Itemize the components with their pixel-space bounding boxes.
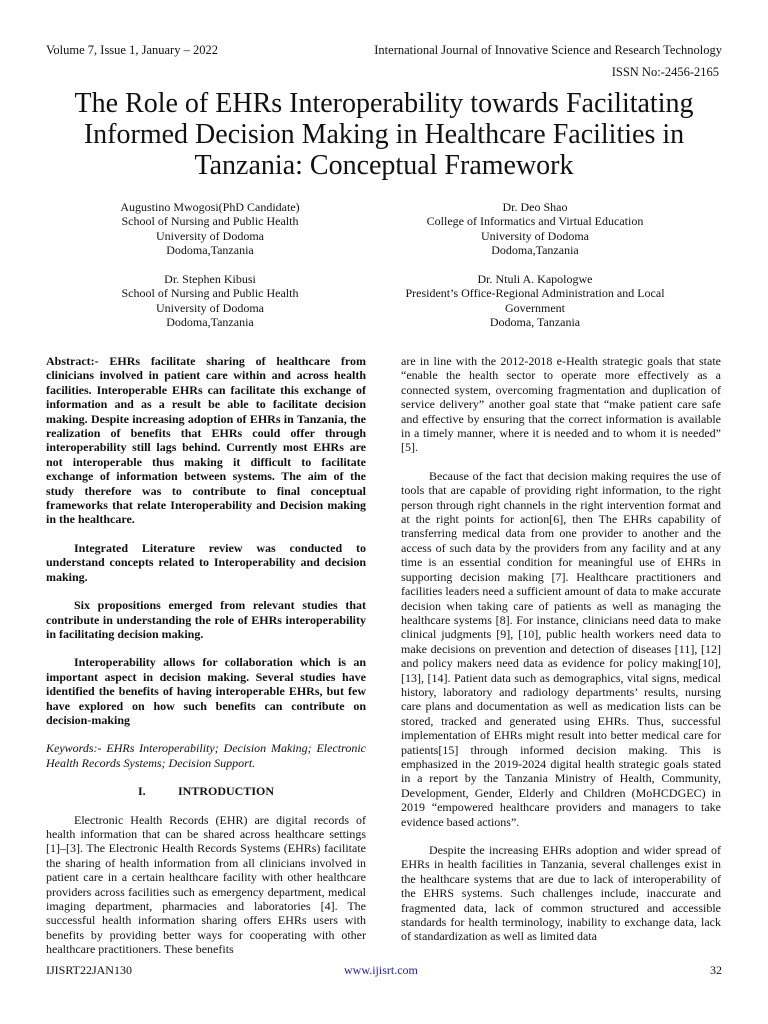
- author-location: Dodoma,Tanzania: [491, 243, 579, 258]
- author-affiliation: President’s Office-Regional Administration and Local: [405, 286, 665, 301]
- author-location: Dodoma,Tanzania: [166, 243, 254, 258]
- section-number: I.: [137, 784, 146, 799]
- body-paragraph: Because of the fact that decision making requires the use of tools that are capable of providing right information, to the right person through right channels in the right intervention format and at the right points for action[6], then The EHRs capability of transferring medical data from one provider to another and the access of such data by the providers from any facility and at any time is an essential condition for meaningful use of EHRs in supporting decision making [7]. Healthcare practitioners and facilities leaders need a sufficient amount of data to make accurate decision when taking care of patients as well as managing the healthcare systems [8]. For instance, clinicians need data to make clinical judgments [9], [10], public health workers need data to make decisions on prevention and detection of diseases [11], [12] and policy makers need data as evidence for policy making[10], [13], [14]. Patient data such as demographics, vital signs, medical history, laboratory and radiology departments’ results, nursing care plans and documentation as well as medication lists can be stored, tracked and generated using EHRs. Thus, successful implementation of EHRs might result into better medical care for patients[15] through informed decision making. This is emphasized in the 2019-2024 digital health strategic goals stated in a report by the Tanzania Ministry of Health, Community, Development, Gender, Elderly and Children (MoHCDGEC) in 2019 “empowered healthcare providers and managers to take evidence based actions”.: [401, 468, 721, 829]
- author-affiliation-cont: Government: [505, 300, 565, 315]
- paper-id: IJISRT22JAN130: [46, 963, 132, 977]
- left-column: [46, 354, 366, 957]
- abstract-paragraph: Six propositions emerged from relevant studies that contribute in understanding the role of EHRs interoperability in facilitating decision making.: [46, 598, 366, 641]
- author-name: Augustino Mwogosi(PhD Candidate): [120, 200, 300, 214]
- body-paragraph: Despite the increasing EHRs adoption and wider spread of EHRs in health facilities in Tanzania, several challenges exist in the healthcare systems that are due to lack of interoperability of the EHRS systems. Such challenges include, inaccurate and fragmented data, lack of common structured and accessible standards for health terminology, inability to exchange data, lack of standardization as well as limited data: [401, 843, 721, 944]
- author-3: [40, 272, 380, 330]
- body-paragraph: are in line with the 2012-2018 e-Health strategic goals that state “enable the health sector to operate more effectively as a connected system, overcoming fragmentation and duplication of service delivery” another goal state that “make patient care safe and effective by ensuring that the correct information is available in a timely manner, where it is needed and to whom it is needed” [5].: [401, 354, 721, 455]
- journal-volume: Volume 7, Issue 1, January – 2022: [46, 43, 218, 57]
- abstract-paragraph: Interoperability allows for collaboration which is an important aspect in decision making. Several studies have identified the benefits of having interoperable EHRs, but few have explored on how such benefits can contribute on decision-making: [46, 655, 366, 727]
- page-number: 32: [710, 963, 722, 977]
- author-location: Dodoma, Tanzania: [489, 315, 581, 330]
- keywords: Keywords:- EHRs Interoperability; Decision Making; Electronic Health Records Systems; Decision Support.: [46, 741, 366, 770]
- author-affiliation: School of Nursing and Public Health: [121, 286, 299, 301]
- author-affiliation: College of Informatics and Virtual Education: [426, 214, 644, 229]
- issn: ISSN No:-2456-2165: [611, 65, 719, 79]
- author-2: [365, 200, 705, 258]
- abstract-paragraph: Abstract:- EHRs facilitate sharing of healthcare from clinicians involved in patient care within and across health facilities. Interoperable EHRs can facilitate this exchange of information and as a result be able to facilitate decision making. Despite increasing adoption of EHRs in Tanzania, the realization of benefits that EHRs could offer through interoperability still lags behind. Currently most EHRs are not interoperable thus making it difficult to facilitate exchange of information between systems. The aim of the study therefore was to contribute to final conceptual frameworks that relate Interoperability and Decision making in the healthcare.: [46, 354, 366, 527]
- author-affiliation: School of Nursing and Public Health: [121, 214, 299, 229]
- journal-name: International Journal of Innovative Science and Research Technology: [374, 43, 722, 57]
- journal-website-link[interactable]: www.ijisrt.com: [344, 963, 418, 977]
- author-name: Dr. Deo Shao: [502, 200, 568, 214]
- author-1: [40, 200, 380, 258]
- author-name: Dr. Ntuli A. Kapologwe: [477, 272, 593, 286]
- author-university: University of Dodoma: [156, 300, 264, 315]
- paper-title: The Role of EHRs Interoperability towards Facilitating Informed Decision Making in Healthcare Facilities in Tanzania: Conceptual Framework: [74, 88, 694, 181]
- author-4: [365, 272, 705, 330]
- right-column: [401, 354, 721, 944]
- author-university: University of Dodoma: [481, 228, 589, 243]
- abstract-paragraph: Integrated Literature review was conducted to understand concepts related to Interoperability and decision making.: [46, 540, 366, 584]
- author-location: Dodoma,Tanzania: [166, 315, 254, 330]
- author-name: Dr. Stephen Kibusi: [164, 272, 256, 286]
- section-title: INTRODUCTION: [177, 784, 274, 799]
- author-university: University of Dodoma: [156, 228, 264, 243]
- body-paragraph: Electronic Health Records (EHR) are digital records of health information that can be shared across healthcare settings [1]–[3]. The Electronic Health Records Systems (EHRs) facilitate the sharing of health information from all clinicians involved in patient care in a certain healthcare facility with other healthcare providers across facilities such as emergency department, medical imaging department, pharmacies and laboratories [4]. The successful health information sharing offers EHRs users with benefits by providing better ways for cooperating with other healthcare practitioners. These benefits: [46, 812, 366, 957]
- section-heading: [46, 784, 366, 798]
